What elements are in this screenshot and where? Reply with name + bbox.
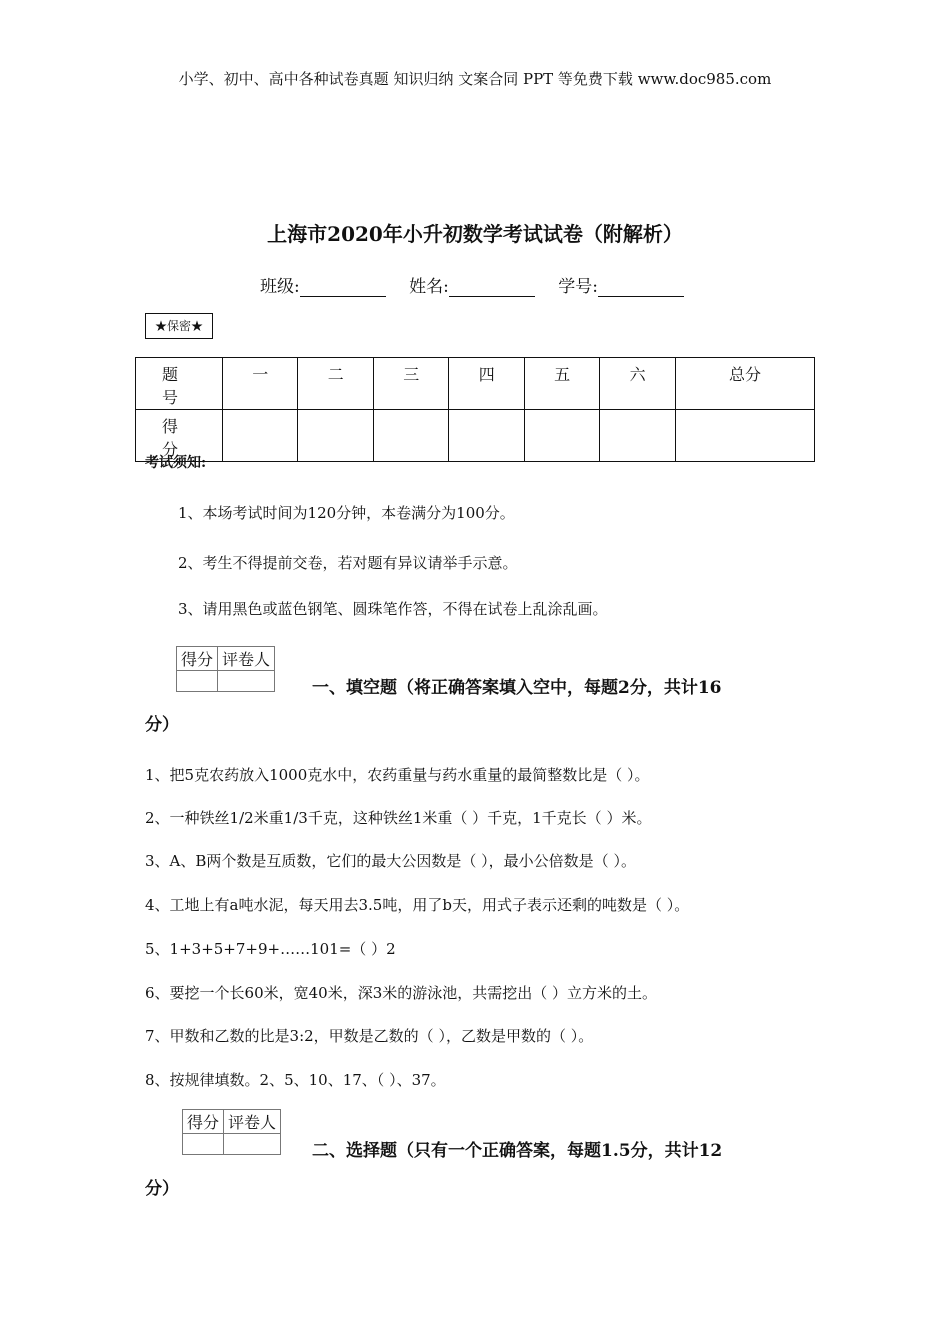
page-title: 上海市2020年小升初数学考试试卷（附解析） — [267, 222, 683, 246]
name-blank[interactable] — [449, 280, 535, 297]
score-cell-total[interactable] — [675, 410, 814, 462]
grader-reviewer-label: 评卷人 — [224, 1110, 281, 1134]
question-item: 7、甲数和乙数的比是3:2，甲数是乙数的（ ），乙数是甲数的（ ）。 — [145, 1027, 594, 1045]
score-cell[interactable] — [373, 410, 448, 462]
id-field — [558, 277, 684, 297]
score-header-cell: 四 — [449, 358, 524, 410]
confidential-badge: ★保密★ — [145, 313, 213, 339]
name-field — [409, 277, 535, 297]
score-header-cell: 二 — [298, 358, 373, 410]
question-item: 4、工地上有a吨水泥，每天用去3.5吨，用了b天，用式子表示还剩的吨数是（ ）。 — [145, 896, 690, 914]
grader-score-label: 得分 — [177, 647, 218, 671]
score-cell[interactable] — [449, 410, 524, 462]
section-1-title: 一、填空题（将正确答案填入空中，每题2分，共计16 — [312, 678, 722, 698]
score-header-cell: 五 — [524, 358, 599, 410]
section-1-title-tail: 分） — [145, 715, 179, 735]
score-row-label: 得 分 — [136, 410, 223, 462]
score-table-header-row — [136, 358, 815, 410]
page-header: 小学、初中、高中各种试卷真题 知识归纳 文案合同 PPT 等免费下载 www.doc985.com — [178, 70, 772, 88]
notice-item: 1、本场考试时间为120分钟，本卷满分为100分。 — [178, 504, 515, 522]
notice-title: 考试须知: — [145, 455, 207, 471]
grader-box-2 — [182, 1109, 281, 1155]
notice-item: 3、请用黑色或蓝色钢笔、圆珠笔作答，不得在试卷上乱涂乱画。 — [178, 600, 608, 618]
question-item: 6、要挖一个长60米，宽40米，深3米的游泳池，共需挖出（ ）立方米的土。 — [145, 984, 658, 1002]
question-item: 2、一种铁丝1/2米重1/3千克，这种铁丝1米重（ ）千克，1千克长（ ）米。 — [145, 809, 652, 827]
name-label: 姓名: — [409, 277, 449, 297]
grader-reviewer-cell[interactable] — [224, 1134, 281, 1155]
class-label: 班级: — [260, 277, 300, 297]
grader-score-cell[interactable] — [177, 671, 218, 692]
grader-score-cell[interactable] — [183, 1134, 224, 1155]
score-header-cell: 六 — [600, 358, 675, 410]
section-2-title: 二、选择题（只有一个正确答案，每题1.5分，共计12 — [312, 1141, 723, 1161]
notice-item: 2、考生不得提前交卷，若对题有异议请举手示意。 — [178, 554, 518, 572]
question-item: 1、把5克农药放入1000克水中，农药重量与药水重量的最简整数比是（ ）。 — [145, 766, 650, 784]
score-table — [135, 357, 815, 462]
class-blank[interactable] — [300, 280, 386, 297]
score-cell[interactable] — [600, 410, 675, 462]
section-2-title-tail: 分） — [145, 1179, 179, 1199]
score-table-score-row — [136, 410, 815, 462]
score-cell[interactable] — [223, 410, 298, 462]
grader-reviewer-label: 评卷人 — [218, 647, 275, 671]
grader-box-1 — [176, 646, 275, 692]
class-field — [260, 277, 386, 297]
question-item: 8、按规律填数。2、5、10、17、（ ）、37。 — [145, 1071, 446, 1089]
score-header-cell: 三 — [373, 358, 448, 410]
grader-score-label: 得分 — [183, 1110, 224, 1134]
grader-reviewer-cell[interactable] — [218, 671, 275, 692]
id-label: 学号: — [558, 277, 599, 297]
question-item: 3、A、B两个数是互质数，它们的最大公因数是（ ），最小公倍数是（ ）。 — [145, 852, 636, 870]
score-header-label: 题 号 — [136, 358, 223, 410]
score-header-total: 总分 — [675, 358, 814, 410]
question-item: 5、1+3+5+7+9+……101=（ ）2 — [145, 940, 396, 958]
score-cell[interactable] — [298, 410, 373, 462]
score-cell[interactable] — [524, 410, 599, 462]
id-blank[interactable] — [598, 280, 684, 297]
student-info-row — [260, 272, 702, 297]
score-header-cell: 一 — [223, 358, 298, 410]
